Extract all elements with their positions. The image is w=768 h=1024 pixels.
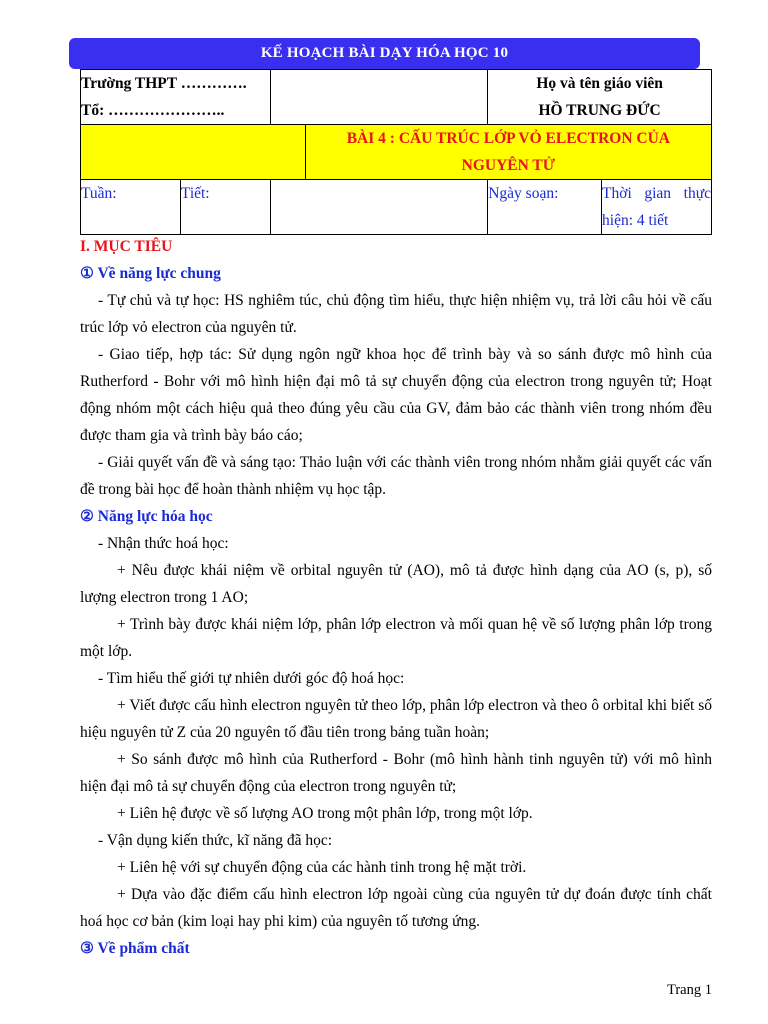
department-name: Tổ: ………………….. <box>81 102 225 119</box>
period-label: Tiết: <box>180 185 210 202</box>
document-banner: KẾ HOẠCH BÀI DẠY HÓA HỌC 10 <box>69 38 700 69</box>
subsection-qualities: ③ Về phẩm chất <box>80 940 190 957</box>
paragraph: + Viết được cấu hình electron nguyên tử theo lớp, phân lớp electron và theo ô orbital khi biết số hiệu nguyên tử Z của 20 nguyên tố đầu tiên trong bảng tuần hoàn; <box>80 697 712 741</box>
paragraph: - Giải quyết vấn đề và sáng tạo: Thảo luận với các thành viên trong nhóm nhằm giải quyết các vấn đề trong bài học để hoàn thành nhiệm vụ học tập. <box>80 454 712 498</box>
time-line2: hiện: 4 tiết <box>602 212 669 229</box>
lesson-title-line1: BÀI 4 : CẤU TRÚC LỚP VỎ ELECTRON CỦA <box>346 130 670 147</box>
school-name: Trường THPT …………. <box>81 75 247 92</box>
blank-period-cell <box>270 180 487 235</box>
prep-date-label: Ngày soạn: <box>488 185 559 202</box>
lesson-title-line2: NGUYÊN TỬ <box>461 157 556 174</box>
teacher-label: Họ và tên giáo viên <box>536 75 663 92</box>
paragraph: - Vận dụng kiến thức, kĩ năng đã học: <box>98 832 333 849</box>
week-cell <box>81 180 181 235</box>
section-title-objectives: I. MỤC TIÊU <box>80 238 173 255</box>
paragraph: + Liên hệ được về số lượng AO trong một phân lớp, trong một lớp. <box>117 805 533 822</box>
week-label: Tuần: <box>81 185 117 202</box>
period-cell <box>180 180 270 235</box>
paragraph: + Dựa vào đặc điểm cấu hình electron lớp ngoài cùng của nguyên tử dự đoán được tính chất hoá học cơ bản (kim loại hay phi kim) của nguyên tố tương ứng. <box>80 886 712 930</box>
subsection-general-competence: ① Về năng lực chung <box>80 265 221 282</box>
blank-cell <box>270 70 487 125</box>
time-word-3: thực <box>683 185 711 202</box>
paragraph: + Trình bày được khái niệm lớp, phân lớp electron và mối quan hệ về số lượng phân lớp trong một lớp. <box>80 616 712 660</box>
time-cell <box>602 180 712 235</box>
paragraph: - Tự chủ và tự học: HS nghiêm túc, chủ động tìm hiểu, thực hiện nhiệm vụ, trả lời câu hỏi về cấu trúc lớp vỏ electron của nguyên tử. <box>80 292 712 336</box>
paragraph: + Liên hệ với sự chuyển động của các hành tinh trong hệ mặt trời. <box>117 859 527 876</box>
paragraph: + So sánh được mô hình của Rutherford - Bohr (mô hình hành tinh nguyên tử) với mô hình hiện đại mô tả sự chuyển động của electron trong nguyên tử; <box>80 751 712 795</box>
time-word-1: Thời <box>602 185 632 202</box>
lesson-title-cell <box>305 125 711 180</box>
paragraph: - Tìm hiểu thế giới tự nhiên dưới góc độ hoá học: <box>98 670 405 687</box>
school-cell <box>81 70 271 125</box>
page-number: Trang 1 <box>667 982 712 998</box>
paragraph: + Nêu được khái niệm về orbital nguyên tử (AO), mô tả được hình dạng của AO (s, p), số lượng electron trong 1 AO; <box>80 562 712 606</box>
subsection-chemistry-competence: ② Năng lực hóa học <box>80 508 213 525</box>
paragraph: - Nhận thức hoá học: <box>98 535 229 552</box>
teacher-name: HỒ TRUNG ĐỨC <box>538 102 661 119</box>
paragraph: - Giao tiếp, hợp tác: Sử dụng ngôn ngữ khoa học để trình bày và so sánh được mô hình của Rutherford - Bohr với mô hình hiện đại mô tả sự chuyển động của electron trong nguyên tử; Hoạt động nhóm một cách hiệu quả theo đúng yêu cầu của GV, đảm bảo các thành viên trong nhóm đều được tham gia và trình bày báo cáo; <box>80 346 712 444</box>
prep-date-cell <box>488 180 602 235</box>
document-body <box>80 233 712 962</box>
lesson-info-table <box>80 69 712 235</box>
time-word-2: gian <box>644 185 672 202</box>
teacher-cell <box>488 70 712 125</box>
blank-yellow-cell <box>81 125 306 180</box>
